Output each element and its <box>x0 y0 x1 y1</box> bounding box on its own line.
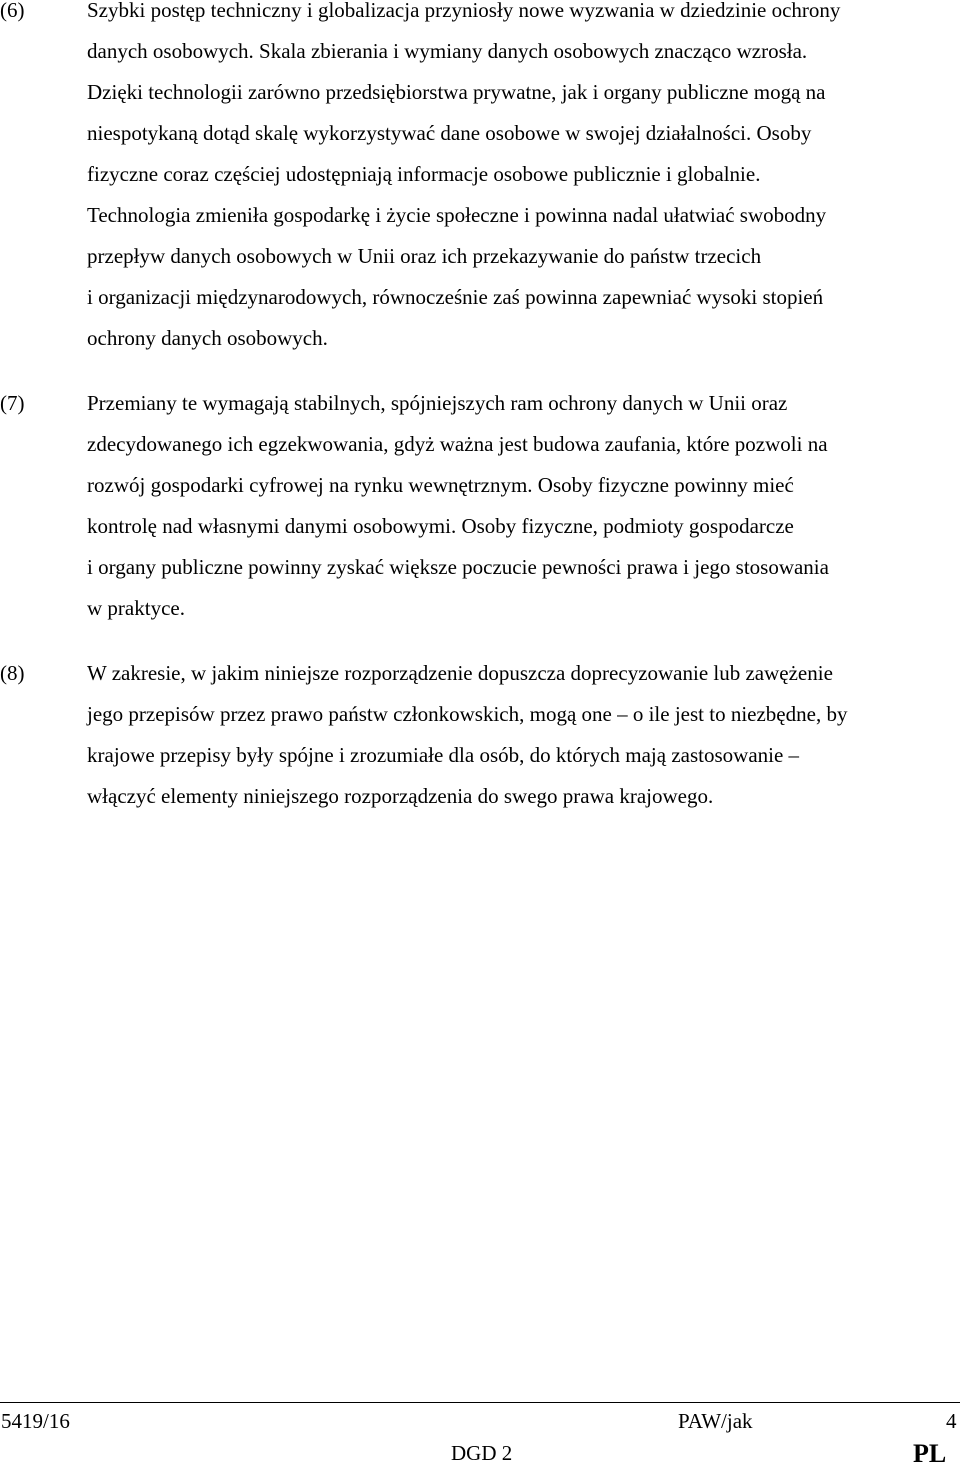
paragraph-line: w praktyce. <box>87 596 185 620</box>
paragraph-line: Przemiany te wymagają stabilnych, spójniejszych ram ochrony danych w Unii oraz <box>87 391 788 415</box>
paragraph-number: (8) <box>0 661 25 685</box>
paragraph-line: ochrony danych osobowych. <box>87 326 328 350</box>
footer-author-code: PAW/jak <box>678 1409 753 1433</box>
paragraph-line: przepływ danych osobowych w Unii oraz ich przekazywanie do państw trzecich <box>87 244 762 268</box>
footer-doc-number: 5419/16 <box>1 1409 70 1433</box>
paragraph-line: włączyć elementy niniejszego rozporządzenia do swego prawa krajowego. <box>87 784 714 808</box>
paragraph-line: fizyczne coraz częściej udostępniają informacje osobowe publicznie i globalnie. <box>87 162 761 186</box>
footer-page-number: 4 <box>946 1409 957 1433</box>
paragraph-number: (6) <box>0 0 25 22</box>
paragraph-line: krajowe przepisy były spójne i zrozumiałe dla osób, do których mają zastosowanie – <box>87 743 800 767</box>
paragraph-line: Szybki postęp techniczny i globalizacja przyniosły nowe wyzwania w dziedzinie ochrony <box>87 0 841 22</box>
paragraph-line: niespotykaną dotąd skalę wykorzystywać dane osobowe w swojej działalności. Osoby <box>87 121 812 145</box>
footer-directorate: DGD 2 <box>451 1441 513 1465</box>
paragraph-line: Dzięki technologii zarówno przedsiębiorstwa prywatne, jak i organy publiczne mogą na <box>87 80 826 104</box>
footer-language: PL <box>913 1439 947 1468</box>
paragraph-line: kontrolę nad własnymi danymi osobowymi. Osoby fizyczne, podmioty gospodarcze <box>87 514 794 538</box>
paragraph-number: (7) <box>0 391 25 415</box>
paragraph-line: rozwój gospodarki cyfrowej na rynku wewnętrznym. Osoby fizyczne powinny mieć <box>87 473 794 497</box>
paragraph-line: jego przepisów przez prawo państw członkowskich, mogą one – o ile jest to niezbędne, by <box>87 702 848 726</box>
paragraph-line: i organizacji międzynarodowych, równocześnie zaś powinna zapewniać wysoki stopień <box>87 285 824 309</box>
paragraph-line: W zakresie, w jakim niniejsze rozporządzenie dopuszcza doprecyzowanie lub zawężenie <box>87 661 833 685</box>
paragraph-line: i organy publiczne powinny zyskać większe poczucie pewności prawa i jego stosowania <box>87 555 829 579</box>
paragraph-line: Technologia zmieniła gospodarkę i życie społeczne i powinna nadal ułatwiać swobodny <box>87 203 827 227</box>
footer-divider <box>0 1402 960 1403</box>
paragraph-line: danych osobowych. Skala zbierania i wymiany danych osobowych znacząco wzrosła. <box>87 39 808 63</box>
paragraph-line: zdecydowanego ich egzekwowania, gdyż ważna jest budowa zaufania, które pozwoli na <box>87 432 828 456</box>
